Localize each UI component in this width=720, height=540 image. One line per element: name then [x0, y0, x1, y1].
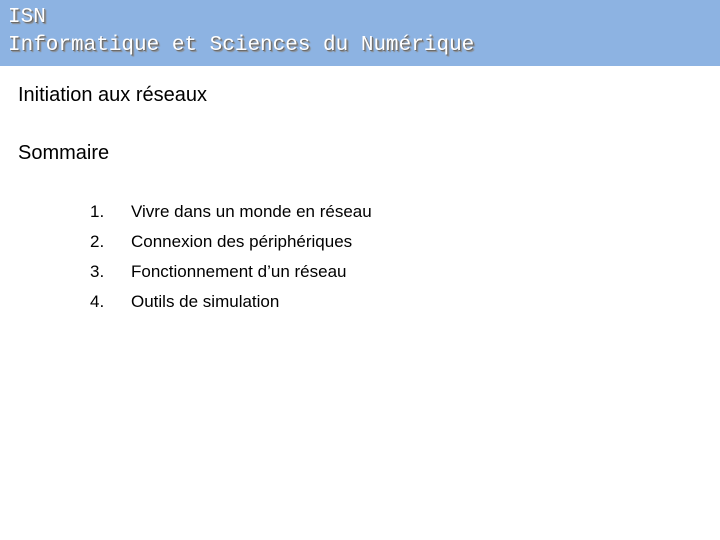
table-of-contents — [90, 200, 372, 320]
toc-item — [90, 200, 372, 230]
toc-item-label: Fonctionnement d’un réseau — [131, 262, 347, 281]
toc-item-label: Vivre dans un monde en réseau — [131, 202, 372, 221]
toc-item-number: 2. — [90, 232, 105, 251]
toc-item — [90, 290, 372, 320]
slide-subtitle: Initiation aux réseaux — [18, 84, 208, 106]
section-title: Sommaire — [18, 142, 110, 164]
toc-item-number: 4. — [90, 292, 105, 311]
header-band — [0, 0, 720, 66]
header-title: ISN — [8, 6, 46, 29]
toc-item — [90, 260, 372, 290]
toc-item-number: 1. — [90, 202, 105, 221]
toc-item-number: 3. — [90, 262, 105, 281]
toc-item-label: Outils de simulation — [131, 292, 280, 311]
toc-item-label: Connexion des périphériques — [131, 232, 353, 251]
toc-item — [90, 230, 372, 260]
header-subtitle: Informatique et Sciences du Numérique — [8, 34, 475, 57]
